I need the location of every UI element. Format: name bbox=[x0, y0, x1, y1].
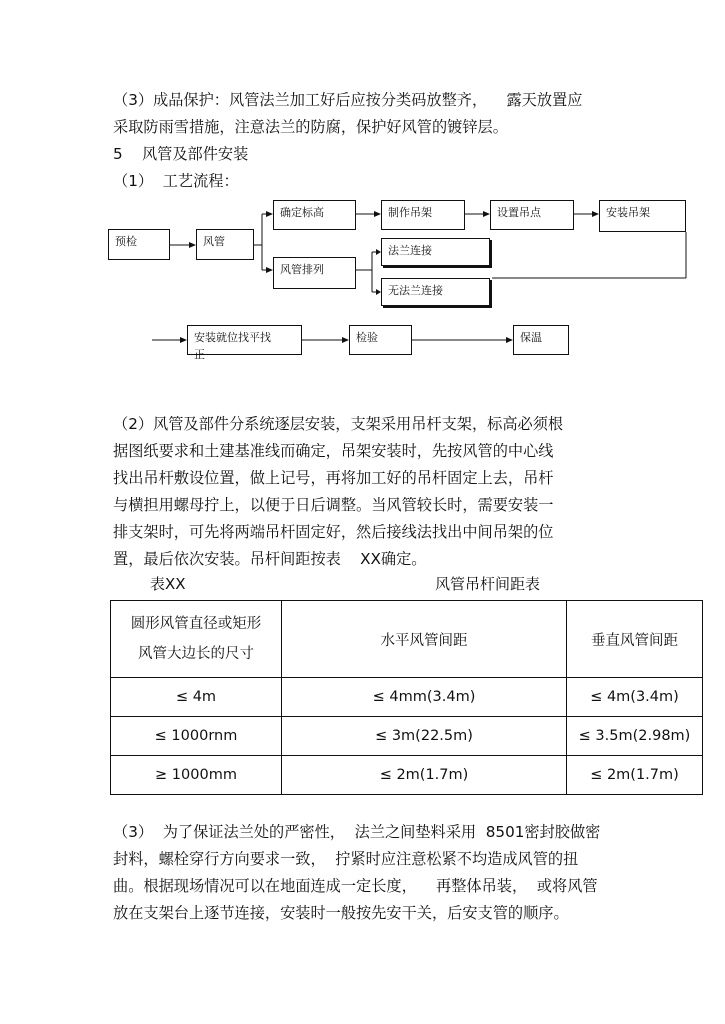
header-vertical-spacing: 垂直风管间距 bbox=[567, 601, 703, 678]
flow-step-flangeless-connection bbox=[381, 278, 490, 306]
table-row bbox=[111, 678, 703, 717]
table-label: 表XX bbox=[150, 575, 186, 593]
para-flange-sealing-line-4: 放在支架台上逐节连接，安装时一般按先安干关，后安支管的顺序。 bbox=[113, 904, 569, 922]
para-flange-sealing-line-1: （3） 为了保证法兰处的严密性， 法兰之间垫料采用 8501密封胶做密 bbox=[113, 823, 601, 841]
flow-step-label: 预检 bbox=[115, 235, 137, 248]
flow-step-label: 保温 bbox=[520, 331, 542, 344]
flow-step-install-hanger bbox=[599, 200, 686, 232]
flow-step-label: 法兰连接 bbox=[388, 244, 432, 257]
flow-step-flange-connection bbox=[381, 238, 490, 266]
para-install-line-2: 据图纸要求和土建基准线而确定，吊架安装时，先按风管的中心线 bbox=[113, 442, 554, 460]
flow-step-label: 确定标高 bbox=[280, 206, 324, 219]
flow-step-duct bbox=[196, 229, 254, 260]
flow-step-make-hanger bbox=[381, 200, 465, 230]
para-install-line-1: （2）风管及部件分系统逐层安装，支架采用吊杆支架，标高必须根 bbox=[113, 415, 564, 433]
cell-vertical: ≤ 4m(3.4m) bbox=[567, 678, 703, 717]
para-flange-sealing-line-3: 曲。根据现场情况可以在地面连成一定长度， 再整体吊装， 或将风管 bbox=[113, 877, 598, 895]
cell-size: ≤ 4m bbox=[111, 678, 282, 717]
flow-step-label: 无法兰连接 bbox=[388, 284, 443, 297]
table-header-row bbox=[111, 601, 703, 678]
table-row bbox=[111, 717, 703, 756]
cell-vertical: ≤ 2m(1.7m) bbox=[567, 756, 703, 795]
flow-step-determine-elevation bbox=[273, 200, 356, 230]
cell-horizontal: ≤ 2m(1.7m) bbox=[282, 756, 567, 795]
flow-step-duct-arrangement bbox=[273, 257, 356, 289]
flow-step-label: 风管 bbox=[203, 235, 225, 248]
flow-step-label: 风管排列 bbox=[280, 263, 324, 276]
para-install-line-6: 置，最后依次安装。吊杆间距按表 XX确定。 bbox=[113, 550, 427, 568]
cell-horizontal: ≤ 3m(22.5m) bbox=[282, 717, 567, 756]
cell-size: ≥ 1000mm bbox=[111, 756, 282, 795]
flow-step-label: 安装就位找平找 bbox=[194, 331, 271, 344]
header-horizontal-spacing: 水平风管间距 bbox=[282, 601, 567, 678]
flow-step-inspection bbox=[349, 325, 412, 355]
para-install-line-4: 与横担用螺母拧上，以便于日后调整。当风管较长时，需要安装一 bbox=[113, 496, 554, 514]
header-duct-size-line-1: 圆形风管直径或矩形 bbox=[130, 616, 262, 632]
para-finished-protection-line-1: （3）成品保护：风管法兰加工好后应按分类码放整齐， 露天放置应 bbox=[113, 91, 583, 109]
para-install-line-3: 找出吊杆敷设位置，做上记号，再将加工好的吊杆固定上去，吊杆 bbox=[113, 469, 554, 487]
flow-step-insulation bbox=[513, 325, 569, 355]
cell-horizontal: ≤ 4mm(3.4m) bbox=[282, 678, 567, 717]
para-finished-protection-line-2: 采取防雨雪措施，注意法兰的防腐，保护好风管的镀锌层。 bbox=[113, 118, 508, 136]
header-duct-size-line-2: 风管大边长的尺寸 bbox=[138, 646, 254, 662]
flow-step-install-level-align bbox=[187, 325, 302, 361]
flow-step-label: 制作吊架 bbox=[388, 206, 432, 219]
flowchart-connectors bbox=[0, 0, 725, 380]
flow-step-label: 安装吊架 bbox=[606, 206, 650, 219]
para-flange-sealing-line-2: 封料，螺栓穿行方向要求一致， 拧紧时应注意松紧不均造成风管的扭 bbox=[113, 850, 579, 868]
table-title: 风管吊杆间距表 bbox=[435, 575, 541, 593]
header-duct-size bbox=[111, 601, 282, 678]
flow-step-pre-inspection bbox=[108, 229, 170, 260]
flow-step-label: 设置吊点 bbox=[497, 206, 541, 219]
section-5-heading: 5 风管及部件安装 bbox=[113, 145, 249, 163]
flow-step-label: 检验 bbox=[356, 331, 378, 344]
hanger-spacing-table bbox=[110, 600, 703, 795]
table-row bbox=[111, 756, 703, 795]
cell-vertical: ≤ 3.5m(2.98m) bbox=[567, 717, 703, 756]
process-flow-heading: （1） 工艺流程： bbox=[113, 172, 239, 190]
flow-step-set-hanging-point bbox=[490, 200, 574, 230]
para-install-line-5: 排支架时，可先将两端吊杆固定好，然后接线法找出中间吊架的位 bbox=[113, 523, 554, 541]
cell-size: ≤ 1000rnm bbox=[111, 717, 282, 756]
flow-step-label-wrap: 正 bbox=[194, 348, 205, 361]
